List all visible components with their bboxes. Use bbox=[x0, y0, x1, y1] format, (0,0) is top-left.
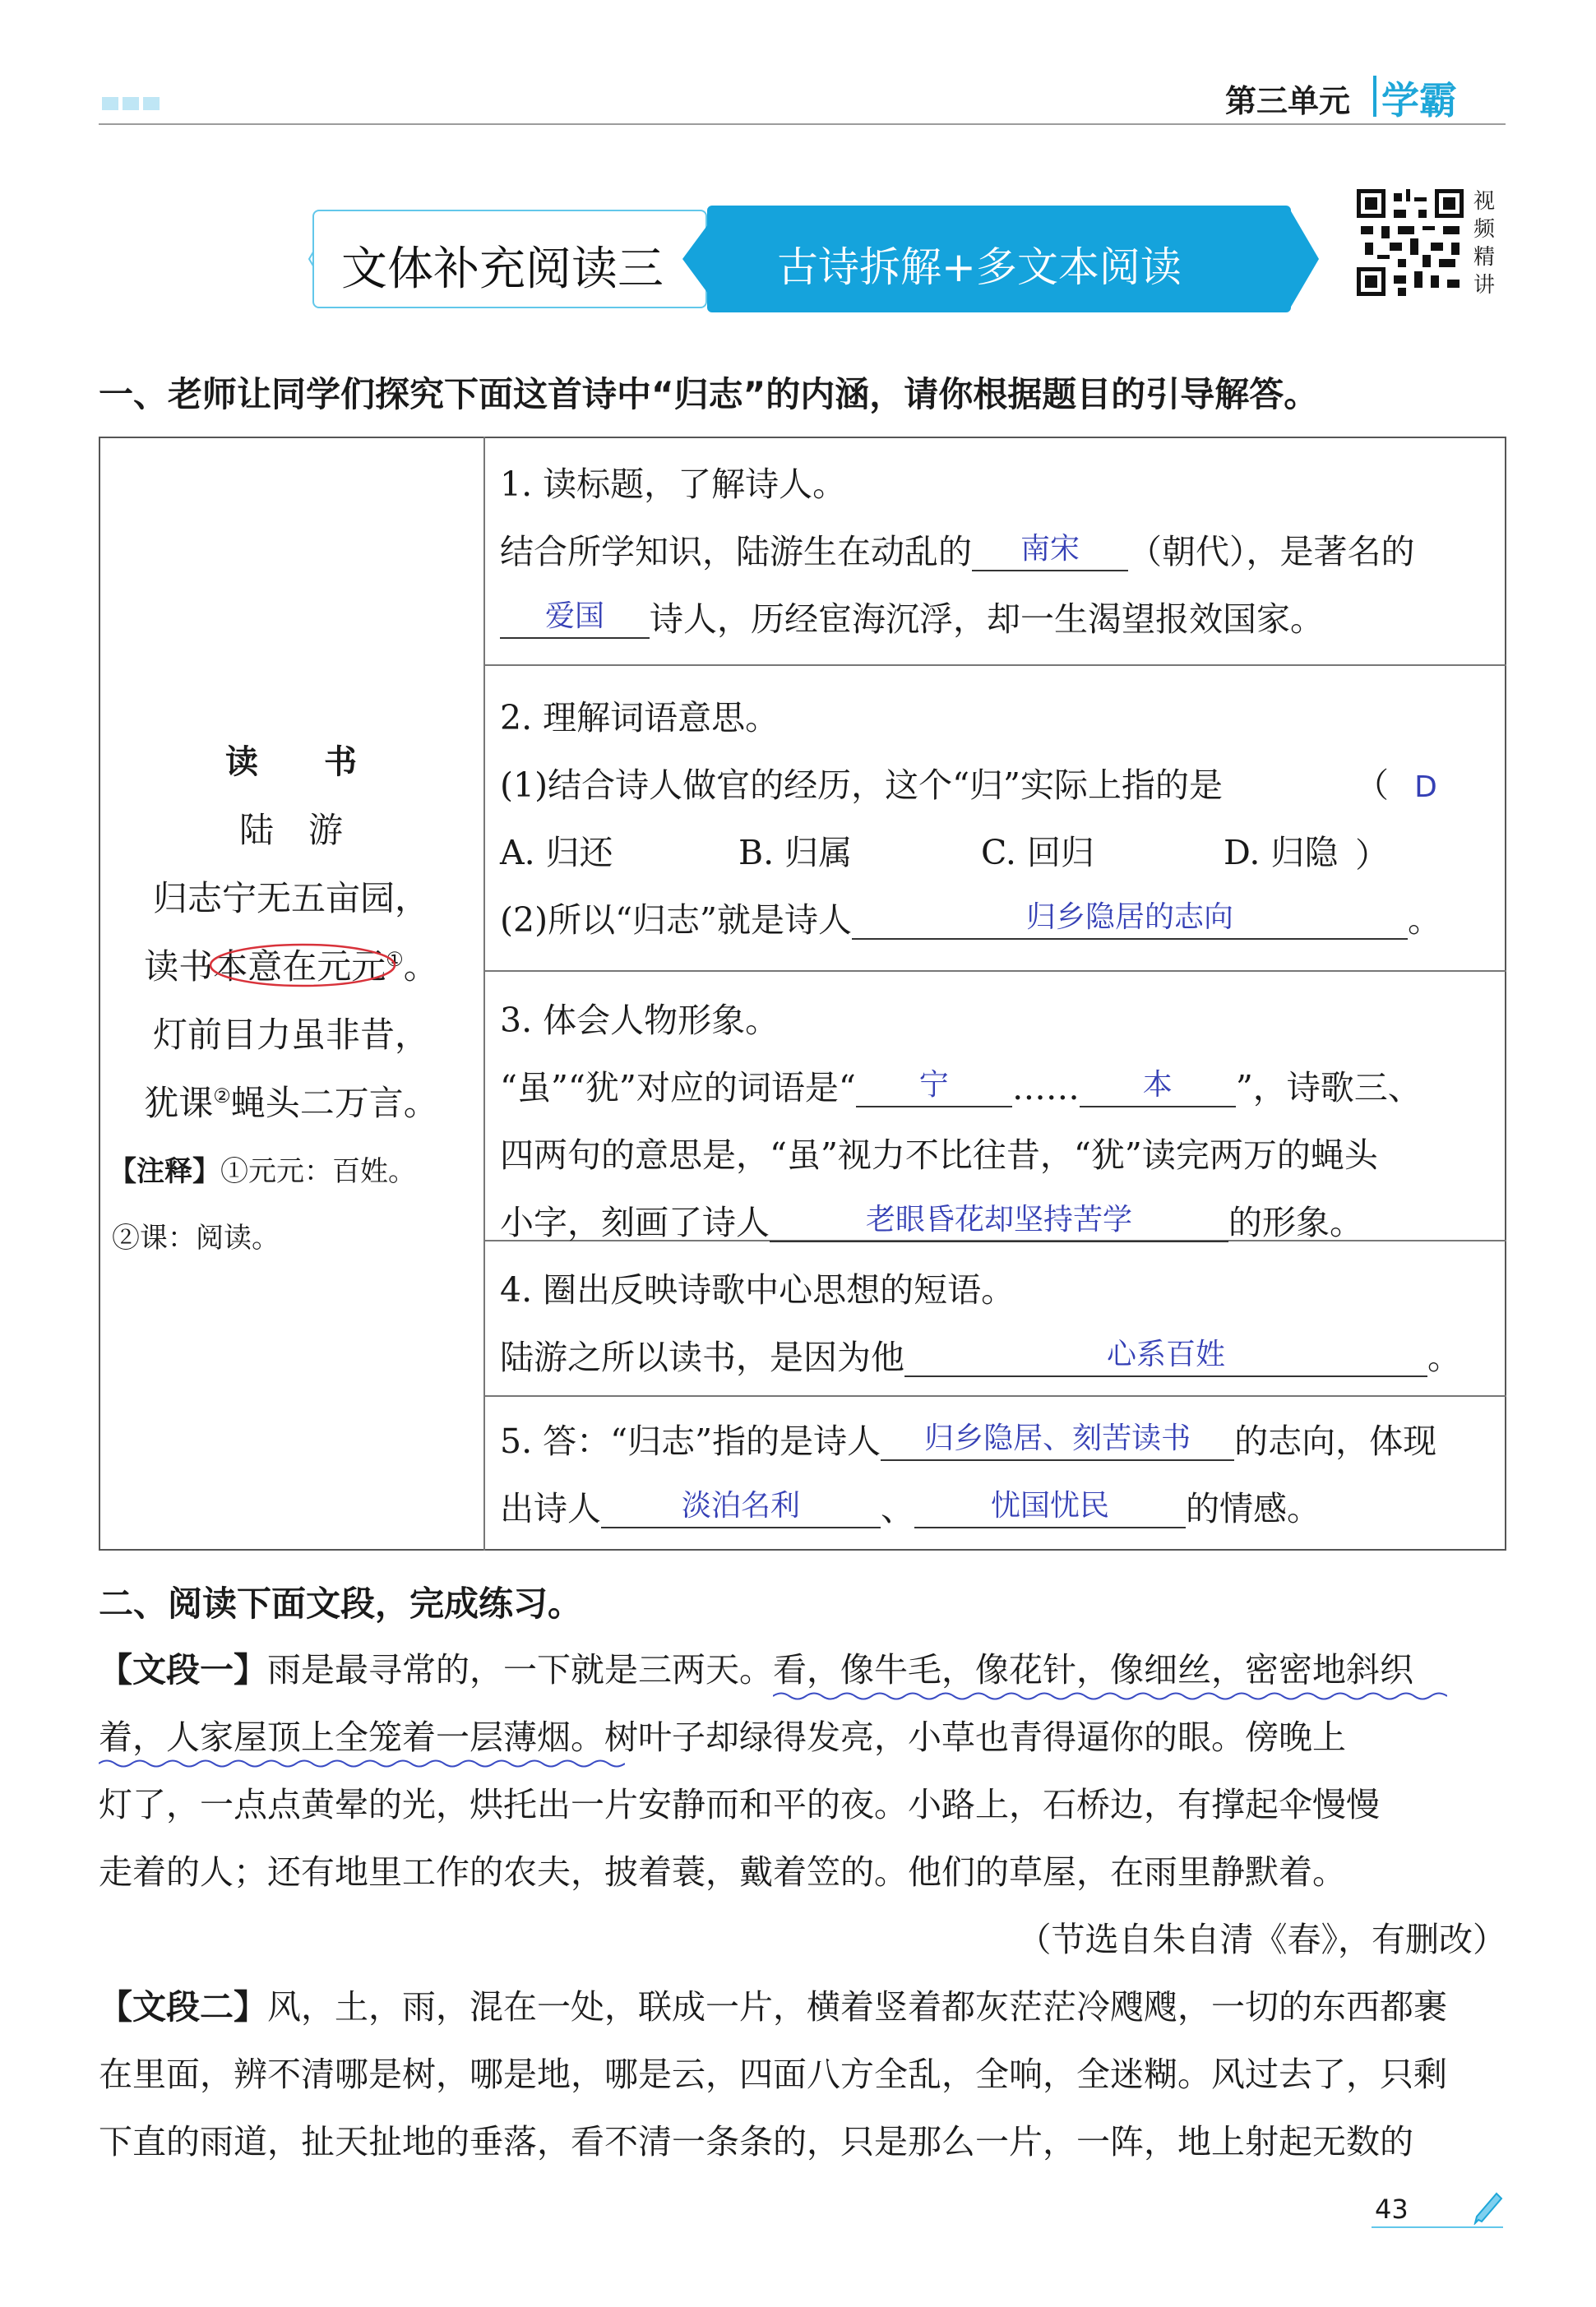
q1-line2: 爱国 诗人，历经宦海沉浮，却一生渴望报效国家。 bbox=[500, 585, 1495, 653]
q3-blank2[interactable]: 本 bbox=[1080, 1070, 1236, 1107]
q2-head: 2. 理解词语意思。 bbox=[500, 698, 779, 737]
q5-line2: 出诗人 淡泊名利 、 忧国忧民 的情感。 bbox=[500, 1489, 1321, 1528]
q3-head: 3. 体会人物形象。 bbox=[500, 1001, 779, 1040]
qr-code-icon[interactable] bbox=[1357, 189, 1464, 296]
footer-rule bbox=[1372, 2226, 1503, 2228]
passage1-line: 着，人家屋顶上全笼着一层薄烟 。树叶子却绿得发亮，小草也青得逼你的眼。傍晚上 bbox=[99, 1704, 1506, 1771]
poem-author: 陆 游 bbox=[238, 810, 343, 850]
table-row-line bbox=[485, 1395, 1506, 1397]
banner-right-title: 古诗拆解+多文本阅读 bbox=[777, 243, 1182, 291]
q5-blank2[interactable]: 淡泊名利 bbox=[601, 1491, 881, 1528]
q1-blank1[interactable]: 南宋 bbox=[972, 534, 1128, 571]
q4-line1: 陆游之所以读书，是因为他 心系百姓 。 bbox=[500, 1338, 1461, 1377]
wavy-underline bbox=[773, 1690, 1447, 1702]
q2-choice-slot[interactable]: （ D） bbox=[1355, 765, 1437, 875]
header-rule bbox=[99, 123, 1506, 125]
banner-left-title: 文体补充阅读三 bbox=[341, 243, 664, 296]
option-c: C. 回归 bbox=[981, 833, 1094, 872]
section1-heading: 一、老师让同学们探究下面这首诗中“归志”的内涵，请你根据题目的引导解答。 bbox=[99, 374, 1319, 414]
table-divider bbox=[483, 437, 485, 1551]
circled-phrase: 本意在元元 bbox=[213, 946, 386, 987]
wavy-underline bbox=[99, 1758, 625, 1769]
poem-line: 读书本意在元元 ①。 bbox=[99, 940, 483, 989]
q4-head: 4. 圈出反映诗歌中心思想的短语。 bbox=[500, 1270, 1015, 1310]
q4-blank[interactable]: 心系百姓 bbox=[904, 1340, 1427, 1377]
page-number: 43 bbox=[1375, 2194, 1409, 2225]
passage2-line: 【文段二】风，土，雨，混在一处，联成一片，横着竖着都灰茫茫冷飕飕，一切的东西都裹 bbox=[99, 1987, 1447, 2027]
q3-line3: 小字，刻画了诗人 老眼昏花却坚持苦学 的形象。 bbox=[500, 1203, 1363, 1242]
passage1-source: （节选自朱自清《春》，有删改） bbox=[1017, 1920, 1506, 1959]
q2-blank[interactable]: 归乡隐居的志向 bbox=[852, 903, 1408, 940]
q2-sub1: (1)结合诗人做官的经历，这个“归”实际上指的是 （ D） bbox=[500, 751, 1495, 819]
passage1-line: 走着的人；还有地里工作的农夫，披着蓑，戴着笠的。他们的草屋，在雨里静默着。 bbox=[99, 1852, 1346, 1892]
table-row-line bbox=[485, 970, 1506, 972]
unit-label: 第三单元 bbox=[1225, 83, 1351, 119]
poem-note: ②课：阅读。 bbox=[112, 1222, 280, 1255]
banner-right-tip bbox=[1288, 206, 1321, 312]
passage1-line: 灯了，一点点黄晕的光，烘托出一片安静而和平的夜。小路上，石桥边，有撑起伞慢慢 bbox=[99, 1785, 1380, 1824]
q1-line1: 结合所学知识，陆游生在动乱的 南宋 （朝代），是著名的 bbox=[500, 532, 1415, 571]
table-row-line bbox=[485, 664, 1506, 666]
pencil-icon bbox=[1472, 2189, 1505, 2225]
option-b: B. 归属 bbox=[738, 833, 853, 872]
header-decoration bbox=[102, 97, 164, 113]
q3-blank1[interactable]: 宁 bbox=[856, 1070, 1012, 1107]
passage2-line: 在里面，辨不清哪是树，哪是地，哪是云，四面八方全乱，全响，全迷糊。风过去了，只剩 bbox=[99, 2055, 1447, 2094]
q2-sub2: (2)所以“归志”就是诗人 归乡隐居的志向 。 bbox=[500, 900, 1441, 940]
q1-head: 1. 读标题，了解诗人。 bbox=[500, 465, 847, 504]
q1-blank2[interactable]: 爱国 bbox=[500, 602, 650, 639]
poem-line: 犹课②蝇头二万言。 bbox=[144, 1083, 438, 1123]
passage1-line: 【文段一】雨是最寻常的，一下就是三两天。看，像牛毛，像花针，像细丝，密密地斜织 bbox=[99, 1636, 1506, 1704]
q5-blank3[interactable]: 忧国忧民 bbox=[914, 1491, 1186, 1528]
q3-line1: “虽”“犹”对应的词语是“ 宁 …… 本 ”，诗歌三、 bbox=[500, 1068, 1422, 1107]
passage2-line: 下直的雨道，扯天扯地的垂落，看不清一条条的，只是那么一片，一阵，地上射起无数的 bbox=[99, 2122, 1413, 2161]
qr-label: 视 频 精 讲 bbox=[1473, 189, 1496, 298]
q3-blank3[interactable]: 老眼昏花却坚持苦学 bbox=[770, 1205, 1228, 1242]
option-a: A. 归还 bbox=[500, 833, 613, 872]
poem-line: 灯前目力虽非昔， bbox=[152, 1015, 429, 1055]
brand-logo: 学霸 bbox=[1381, 78, 1457, 123]
poem-note: 【注释】①元元：百姓。 bbox=[109, 1155, 416, 1188]
q5-line1: 5. 答：“归志”指的是诗人 归乡隐居、刻苦读书 的志向，体现 bbox=[500, 1422, 1437, 1461]
circle-annotation bbox=[206, 941, 399, 989]
q5-blank1[interactable]: 归乡隐居、刻苦读书 bbox=[881, 1424, 1234, 1461]
brand-divider bbox=[1373, 76, 1376, 117]
poem-title: 读 书 bbox=[225, 742, 357, 781]
poem-line: 归志宁无五亩园， bbox=[152, 878, 429, 918]
q3-line2: 四两句的意思是，“虽”视力不比往昔，“犹”读完两万的蝇头 bbox=[500, 1135, 1378, 1175]
option-d: D. 归隐 bbox=[1224, 833, 1339, 872]
section2-heading: 二、阅读下面文段，完成练习。 bbox=[99, 1583, 583, 1624]
